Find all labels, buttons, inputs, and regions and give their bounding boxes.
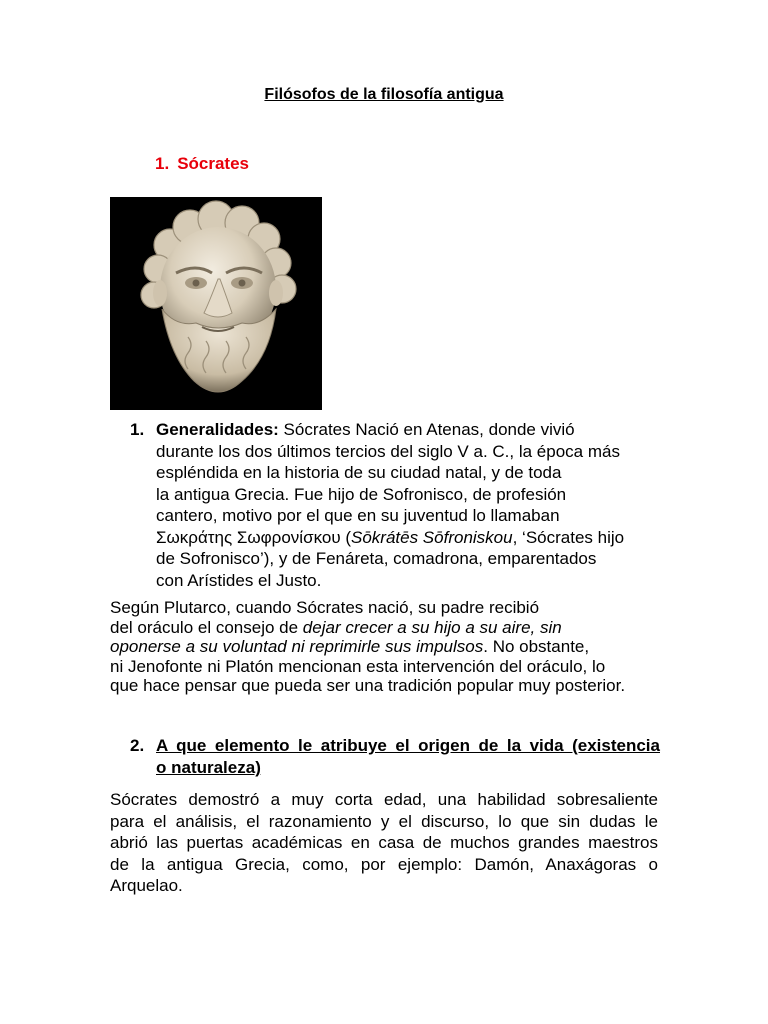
text-line: Σωκράτης Σωφρονίσκου (Sōkrátēs Sōfroniskou, ‘Sócrates hijo	[156, 527, 625, 547]
text-line: del oráculo el consejo de dejar crecer a su hijo a su aire, sin	[110, 617, 562, 637]
list-item-origen-vida	[130, 735, 660, 778]
section-heading-socrates	[155, 154, 249, 174]
text-line: la antigua Grecia. Fue hijo de Sofronisco, de profesión	[156, 484, 567, 504]
text-line: A que elemento le atribuye el origen de la vida (existencia	[156, 736, 660, 755]
list-number: 2.	[130, 736, 145, 755]
text-line: oponerse a su voluntad ni reprimirle sus impulsos. No obstante,	[110, 637, 590, 656]
list-number: 1.	[130, 420, 145, 439]
text-line: Sócrates demostró a muy corta edad, una habilidad sobresaliente	[110, 790, 658, 809]
socrates-bust-image	[110, 197, 322, 410]
text-line: Según Plutarco, cuando Sócrates nació, su padre recibió	[110, 598, 540, 617]
text-line: durante los dos últimos tercios del siglo V a. C., la época más	[156, 441, 620, 461]
paragraph-socrates-habilidad	[110, 789, 658, 897]
text-line: para el análisis, el razonamiento y el discurso, lo que sin dudas le	[110, 811, 658, 831]
bust-illustration	[110, 197, 322, 410]
text-line: ni Jenofonte ni Platón mencionan esta intervención del oráculo, lo	[110, 656, 606, 676]
text-line: o naturaleza)	[156, 757, 261, 777]
text-line: espléndida en la historia de su ciudad natal, y de toda	[156, 463, 562, 482]
generalidades-label: Generalidades:	[156, 420, 279, 439]
text-line: Arquelao.	[110, 876, 183, 895]
text-line: que hace pensar que pueda ser una tradición popular muy posterior.	[110, 676, 626, 695]
question-heading	[156, 735, 660, 778]
paragraph-plutarco	[110, 598, 662, 696]
list-item-generalidades	[130, 419, 660, 591]
section-title: Sócrates	[177, 154, 250, 173]
text-line: abrió las puertas académicas en casa de muchos grandes maestros	[110, 833, 658, 852]
text-line: de la antigua Grecia, como, por ejemplo: Damón, Anaxágoras o	[110, 854, 658, 874]
text-line: Generalidades: Sócrates Nació en Atenas, donde vivió	[156, 420, 575, 439]
text-line: cantero, motivo por el que en su juventud lo llamaban	[156, 506, 560, 525]
page-title: Filósofos de la filosofía antigua	[264, 86, 504, 103]
italic-quote: dejar crecer a su hijo a su aire, sin	[302, 617, 562, 637]
list-item-body	[156, 419, 660, 591]
text-line: con Arístides el Justo.	[156, 570, 322, 590]
italic-quote: oponerse a su voluntad ni reprimirle sus impulsos	[110, 637, 484, 656]
text-line: de Sofronisco’), y de Fenáreta, comadrona, emparentados	[156, 549, 597, 568]
section-number: 1.	[155, 154, 170, 173]
greek-transliteration: Sōkrátēs Sōfroniskou	[351, 527, 513, 547]
